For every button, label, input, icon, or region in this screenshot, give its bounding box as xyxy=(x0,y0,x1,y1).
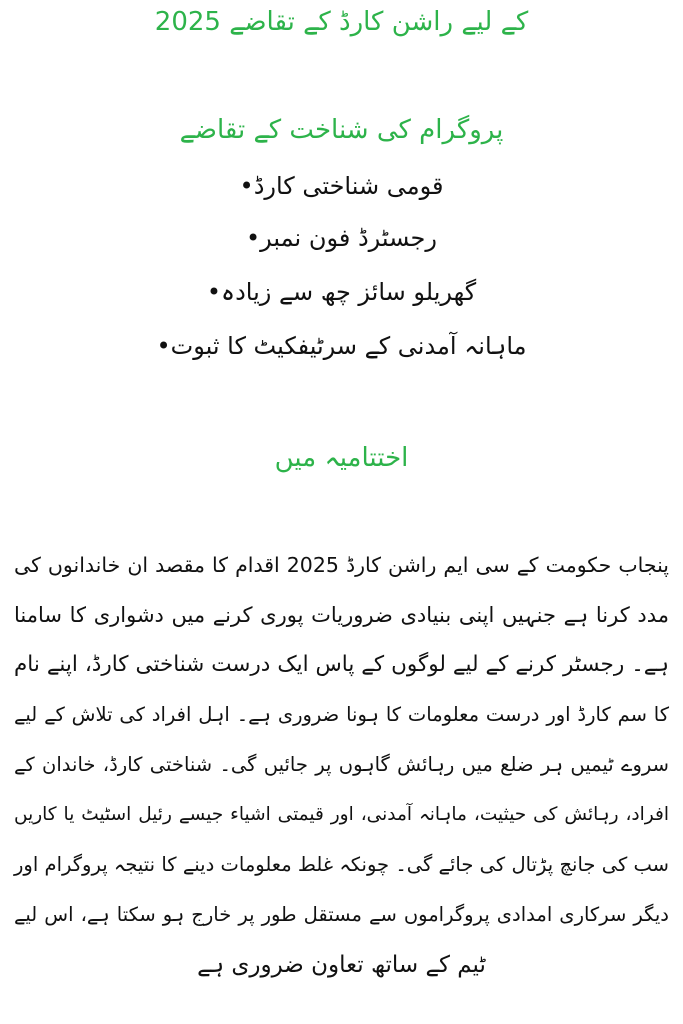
paragraph-line: مدد کرنا ہے جنہیں اپنی بنیادی ضروریات پوری کرنے میں دشواری کا سامنا xyxy=(14,603,669,627)
requirement-item: قومی شناختی کارڈ• xyxy=(239,172,444,200)
requirement-item: رجسٹرڈ فون نمبر• xyxy=(246,224,437,252)
paragraph-line: دیگر سرکاری امدادی پروگراموں سے مستقل طور پر خارج ہو سکتا ہے، اس لیے xyxy=(14,903,669,926)
requirement-item: ماہانہ آمدنی کے سرٹیفکیٹ کا ثبوت• xyxy=(156,332,527,360)
paragraph-line: ہے۔ رجسٹر کرنے کے لیے لوگوں کے پاس ایک درست شناختی کارڈ، اپنے نام xyxy=(14,652,669,677)
requirement-item: گھریلو سائز چھ سے زیادہ• xyxy=(206,278,477,306)
top-heading: کے لیے راشن کارڈ کے تقاضے 2025 xyxy=(154,7,529,37)
paragraph-line: افراد، رہائش کی حیثیت، ماہانہ آمدنی، اور قیمتی اشیاء جیسے رئیل اسٹیٹ یا کاریں xyxy=(14,804,669,825)
program-requirements-heading: پروگرام کی شناخت کے تقاضے xyxy=(179,115,504,145)
paragraph-line: سروے ٹیمیں ہر ضلع میں رہائش گاہوں پر جائیں گی۔ شناختی کارڈ، خاندان کے xyxy=(14,753,669,776)
paragraph-line: کا سم کارڈ اور درست معلومات کا ہونا ضروری ہے۔ اہل افراد کی تلاش کے لیے xyxy=(14,703,669,726)
paragraph-line: ٹیم کے ساتھ تعاون ضروری ہے xyxy=(197,952,486,978)
paragraph-line: سب کی جانچ پڑتال کی جائے گی۔ چونکہ غلط معلومات دینے کا نتیجہ پروگرام اور xyxy=(14,853,669,876)
paragraph-line: پنجاب حکومت کے سی ایم راشن کارڈ 2025 اقدام کا مقصد ان خاندانوں کی xyxy=(14,553,669,577)
conclusion-heading: اختتامیہ میں xyxy=(274,443,409,473)
